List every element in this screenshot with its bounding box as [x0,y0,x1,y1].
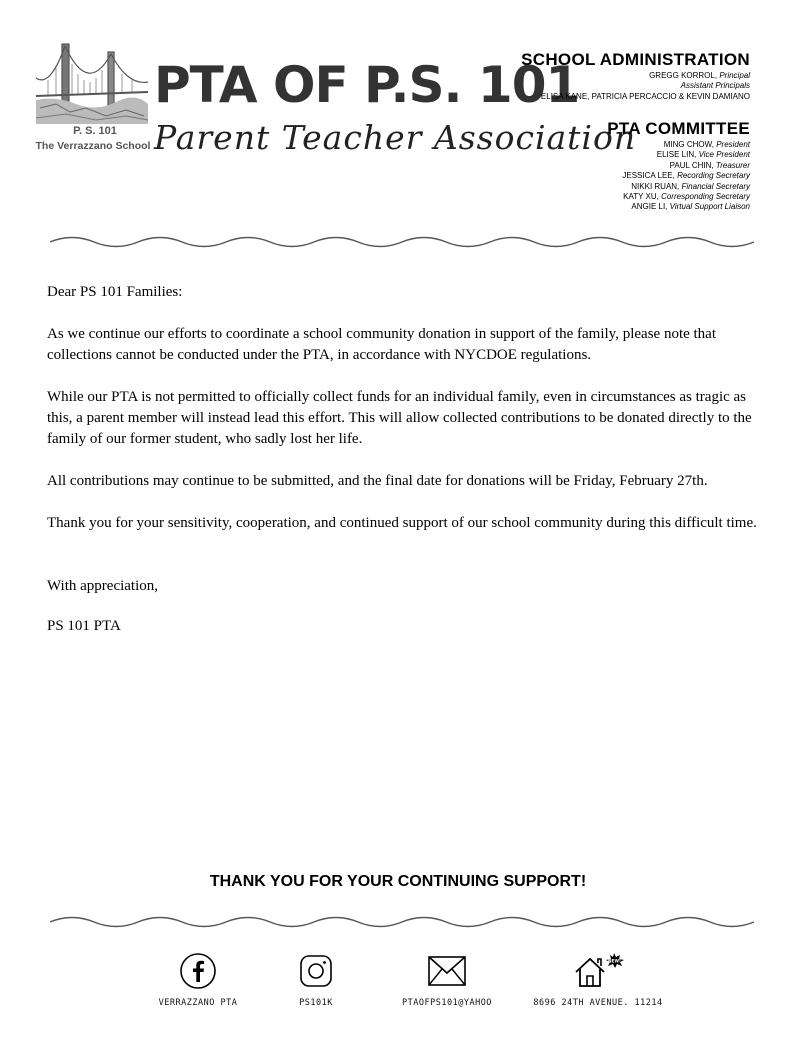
contact-label: VERRAZZANO PTA [158,998,238,1008]
principal-line: GREGG KORROL, Principal [649,71,750,80]
committee-member: MING CHOW, President [663,140,750,149]
contact-address[interactable] [533,952,663,1008]
contact-label: 8696 24TH AVENUE. 11214 [533,998,663,1008]
committee-member: KATY XU, Corresponding Secretary [623,192,750,202]
mail-icon [427,954,467,988]
committee-section [607,119,750,213]
committee-member: JESSICA LEE, Recording Secretary [622,171,750,181]
home-icon [570,952,626,990]
contact-label: PS101K [299,998,333,1008]
assistant-role-line: Assistant Principals [680,81,750,91]
contact-label: PTAOFPS101@YAHOO [402,998,492,1008]
page-title: PTA OF P.S. 101 [154,56,580,114]
administration-heading: SCHOOL ADMINISTRATION [521,50,750,69]
committee-member: ELISE LIN, Vice President [656,150,750,160]
letter-paragraph: All contributions may continue to be submitted, and the final date for donations will be Friday, February 27th. [47,473,708,489]
school-number: P. S. 101 [73,125,117,137]
contact-facebook[interactable] [133,952,263,1008]
committee-heading: PTA COMMITTEE [607,119,750,138]
wavy-divider-top [50,233,754,251]
committee-member: NIKKI RUAN, Financial Secretary [631,181,750,191]
letter-greeting: Dear PS 101 Families: [47,284,183,300]
committee-member: ANGIE LI, Virtual Support Liaison [631,202,750,212]
assistant-names-line: ELISA KANE, PATRICIA PERCACCIO & KEVIN DAMIANO [540,91,750,101]
wavy-divider-bottom [50,913,754,931]
letter-paragraph: While our PTA is not permitted to officially collect funds for an individual family, even in circumstances as tragic as this, a parent member will instead lead this effort. This will allow collected contributions to be donated directly to the family of our former student, who sadly lost her life. [47,389,752,447]
contact-email[interactable] [382,952,512,1008]
letter-body [47,282,769,637]
letter-paragraph: Thank you for your sensitivity, cooperation, and continued support of our school community during this difficult time. [47,515,757,531]
administration-section [521,50,750,102]
letter-paragraph: As we continue our efforts to coordinate a school community donation in support of the family, please note that collections cannot be conducted under the PTA, in accordance with NYCDOE regulations. [47,326,717,363]
thanks-banner: THANK YOU FOR YOUR CONTINUING SUPPORT! [209,873,587,890]
facebook-icon [179,952,217,990]
letter-closing: With appreciation, [47,578,159,594]
school-name: The Verrazzano School [35,140,151,152]
letter-signature: PS 101 PTA [47,618,121,634]
instagram-icon [298,953,334,989]
new-badge: NEW! [608,958,621,964]
contact-instagram[interactable] [251,952,381,1008]
bridge-logo-icon [36,38,148,124]
page-subtitle: Parent Teacher Association [154,118,637,157]
committee-member: PAUL CHIN, Treasurer [669,160,750,170]
